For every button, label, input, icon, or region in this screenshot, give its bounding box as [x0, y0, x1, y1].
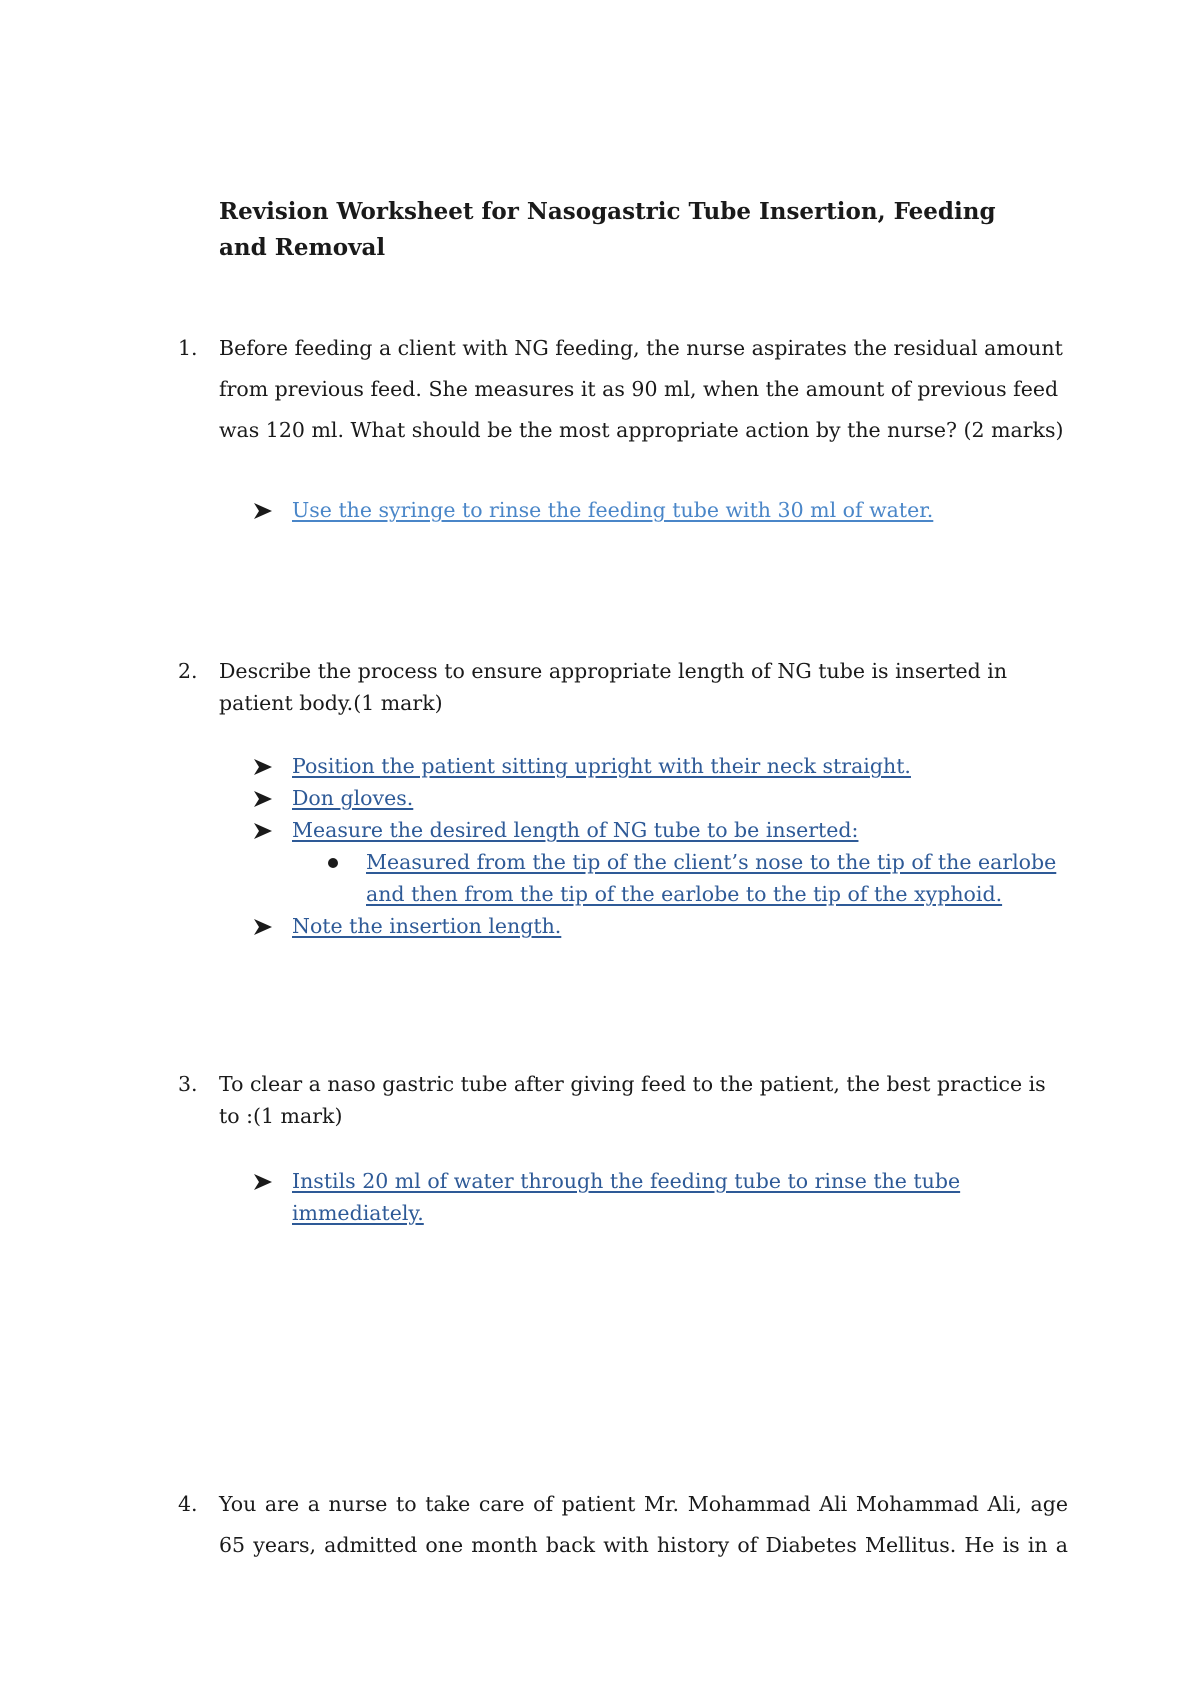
answer-text: Note the insertion length.: [292, 914, 562, 938]
sub-answer-text: Measured from the tip of the client’s nose to the tip of the earlobe and then from the tip of the earlobe to the tip of the xyphoid.: [366, 850, 1057, 906]
question-text: You are a nurse to take care of patient Mr. Mohammad Ali Mohammad Ali, age 65 years, admitted one month back with history of Diabetes Mellitus. He is in a: [219, 1492, 1068, 1557]
question-number: 4.: [178, 1492, 198, 1516]
answer-item: [254, 782, 1074, 814]
answer-list-3: [254, 1165, 1074, 1229]
round-bullet-icon: [328, 858, 338, 868]
answer-item: [254, 750, 1074, 782]
question-text: To clear a naso gastric tube after giving feed to the patient, the best practice is to :(1 mark): [219, 1072, 1046, 1128]
answer-list-1: [254, 494, 1074, 526]
arrowhead-bullet-icon: [254, 1174, 272, 1190]
answer-item: [254, 910, 1074, 942]
answer-item: [254, 1165, 1074, 1229]
arrowhead-bullet-icon: [254, 919, 272, 935]
question-2: [178, 655, 1068, 719]
answer-text: Use the syringe to rinse the feeding tube with 30 ml of water.: [292, 498, 934, 522]
answer-item: [254, 494, 1074, 526]
answer-text: Instils 20 ml of water through the feeding tube to rinse the tube immediately.: [292, 1169, 961, 1225]
question-3: [178, 1068, 1068, 1132]
question-1: [178, 328, 1068, 451]
answer-text: Don gloves.: [292, 786, 414, 810]
question-number: 1.: [178, 336, 198, 360]
answer-text: Position the patient sitting upright with their neck straight.: [292, 754, 911, 778]
arrowhead-bullet-icon: [254, 503, 272, 519]
answer-text: Measure the desired length of NG tube to be inserted:: [292, 818, 859, 842]
arrowhead-bullet-icon: [254, 823, 272, 839]
arrowhead-bullet-icon: [254, 791, 272, 807]
question-number: 2.: [178, 659, 198, 683]
question-number: 3.: [178, 1072, 198, 1096]
sub-answer-item: [328, 846, 1074, 910]
worksheet-title: Revision Worksheet for Nasogastric Tube Insertion, Feeding and Removal: [219, 198, 996, 261]
question-4: [178, 1484, 1068, 1566]
arrowhead-bullet-icon: [254, 759, 272, 775]
question-text: Describe the process to ensure appropriate length of NG tube is inserted in patient body.(1 mark): [219, 659, 1008, 715]
sub-answer-list: [292, 846, 1074, 910]
answer-list-2: [254, 750, 1074, 942]
question-text: Before feeding a client with NG feeding, the nurse aspirates the residual amount from previous feed. She measures it as 90 ml, when the amount of previous feed was 120 ml. What should be the most appropriate action by the nurse? (2 marks): [219, 336, 1064, 442]
answer-item: [254, 814, 1074, 910]
